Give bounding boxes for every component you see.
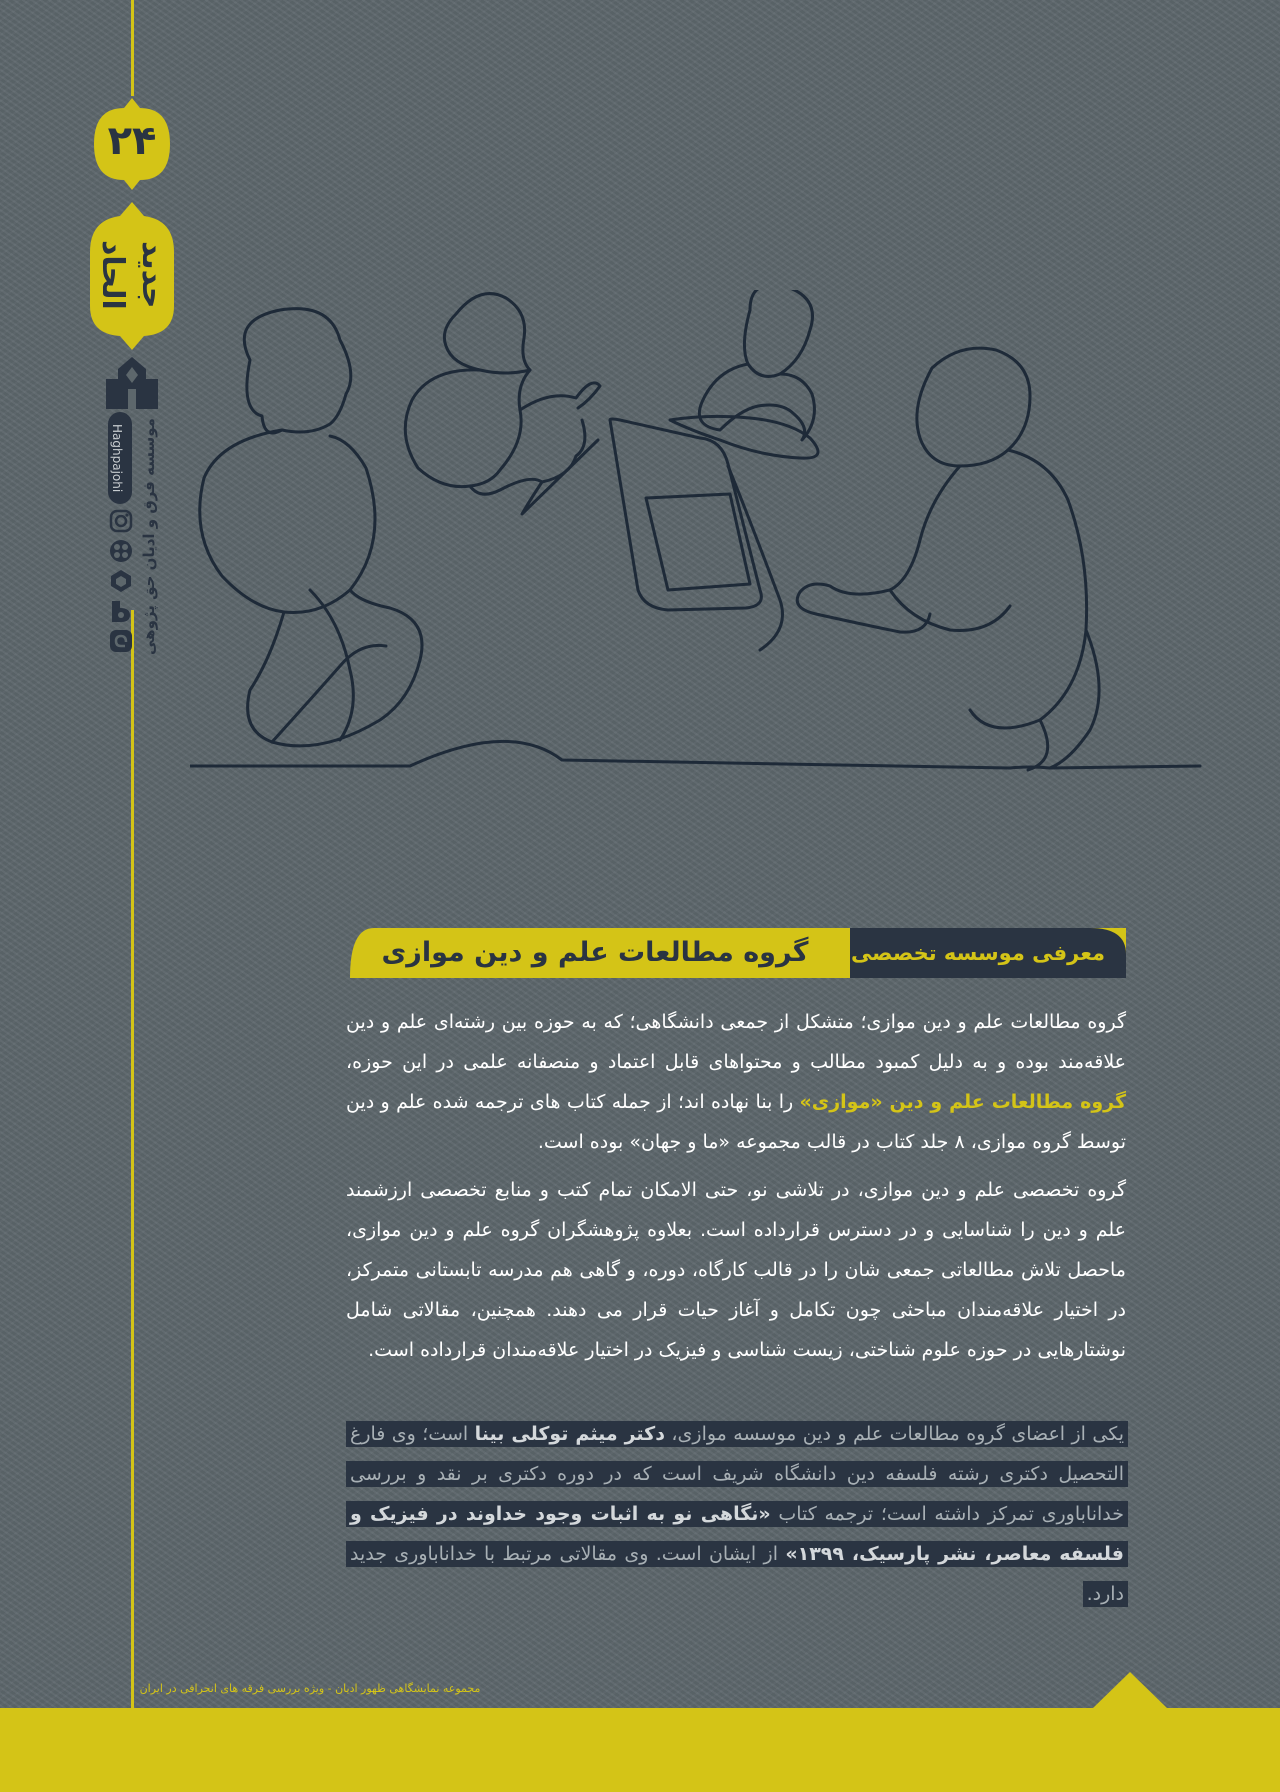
bio-name: دکتر میثم توکلی بینا: [474, 1423, 665, 1445]
intro-text-after: را بنا نهاده اند؛ از جمله کتاب های ترجمه شده علم و دین توسط گروه موازی، ۸ جلد کتاب در قالب مجموعه «ما و جهان» بوده است.: [346, 1091, 1126, 1153]
series-title: جدید الحاد: [95, 240, 170, 310]
sidebar-line-top: [131, 0, 134, 96]
bale-icon[interactable]: [108, 598, 134, 624]
section-subtitle: معرفی موسسه تخصصی: [850, 941, 1106, 965]
activities-paragraph: گروه تخصصی علم و دین موازی، در تلاشی نو، حتی الامکان تمام کتب و منابع تخصصی ارزشمند علم و دین را شناسایی و در دسترس قرارداده است. بعلاوه پژوهشگران گروه علم و دین موازی، ماحصل تلاش مطالعاتی جمعی شان را در قالب کارگاه، دوره، و گاهی هم مدرسه تابستانی متمرکز، در اختیار علاقه‌مندان مباحثی چون تکامل و آغاز حیات قرار می دهند. همچنین، مقالاتی شامل نوشتارهایی در حوزه علوم شناختی، زیست شناسی و فیزیک در اختیار علاقه‌مندان قرارداده است.: [346, 1179, 1126, 1361]
bio-highlight-box: [346, 1421, 1128, 1607]
footer-caption: مجموعه نمایشگاهی ظهور ادیان - ویژه بررسی فرقه های انحرافی در ایران: [139, 1682, 481, 1695]
eitaa-icon[interactable]: [108, 628, 134, 654]
intro-paragraph: [346, 1002, 1126, 1162]
intro-highlight: گروه مطالعات علم و دین «موازی»: [799, 1091, 1126, 1113]
bio-text-before: یکی از اعضای گروه مطالعات علم و دین موسسه موازی،: [664, 1423, 1124, 1445]
institute-handle: Haghpajohi: [110, 423, 124, 493]
footer-triangle: [1092, 1672, 1168, 1709]
bio-text-after: از ایشان است. وی مقالاتی مرتبط با خداناباوری جدید دارد.: [350, 1543, 1124, 1605]
bio-book: «نگاهی نو به اثبات وجود خداوند در فیزیک و فلسفه معاصر، نشر پارسیک، ۱۳۹۹»: [350, 1503, 1124, 1565]
meeting-line-illustration: [190, 290, 1210, 780]
sidebar-line-bottom: [131, 610, 134, 1708]
aparat-icon[interactable]: [108, 538, 134, 564]
institute-name: موسسه فرق و ادیان حق پژوهی: [140, 418, 158, 656]
rubika-icon[interactable]: [108, 568, 134, 594]
page-number: ۲۴: [107, 118, 157, 164]
intro-text-before: گروه مطالعات علم و دین موازی؛ متشکل از جمعی دانشگاهی؛ که به حوزه بین رشته‌ای علم و دین علاقه‌مند بوده و به دلیل کمبود مطالب و محتواهای قابل اعتماد و منصفانه علمی در این حوزه،: [346, 1011, 1126, 1073]
institute-logo-icon: [102, 355, 162, 411]
member-bio: [346, 1414, 1128, 1614]
bio-text-middle: است؛ وی فارغ التحصیل دکتری رشته فلسفه دین دانشگاه شریف است که در دوره دکتری بر نقد و بررسی خداناباوری تمرکز داشته است؛ ترجمه کتاب: [350, 1423, 1125, 1525]
footer-bar: [0, 1708, 1280, 1792]
instagram-icon[interactable]: [108, 508, 134, 534]
section-title: گروه مطالعات علم و دین موازی: [381, 937, 809, 968]
